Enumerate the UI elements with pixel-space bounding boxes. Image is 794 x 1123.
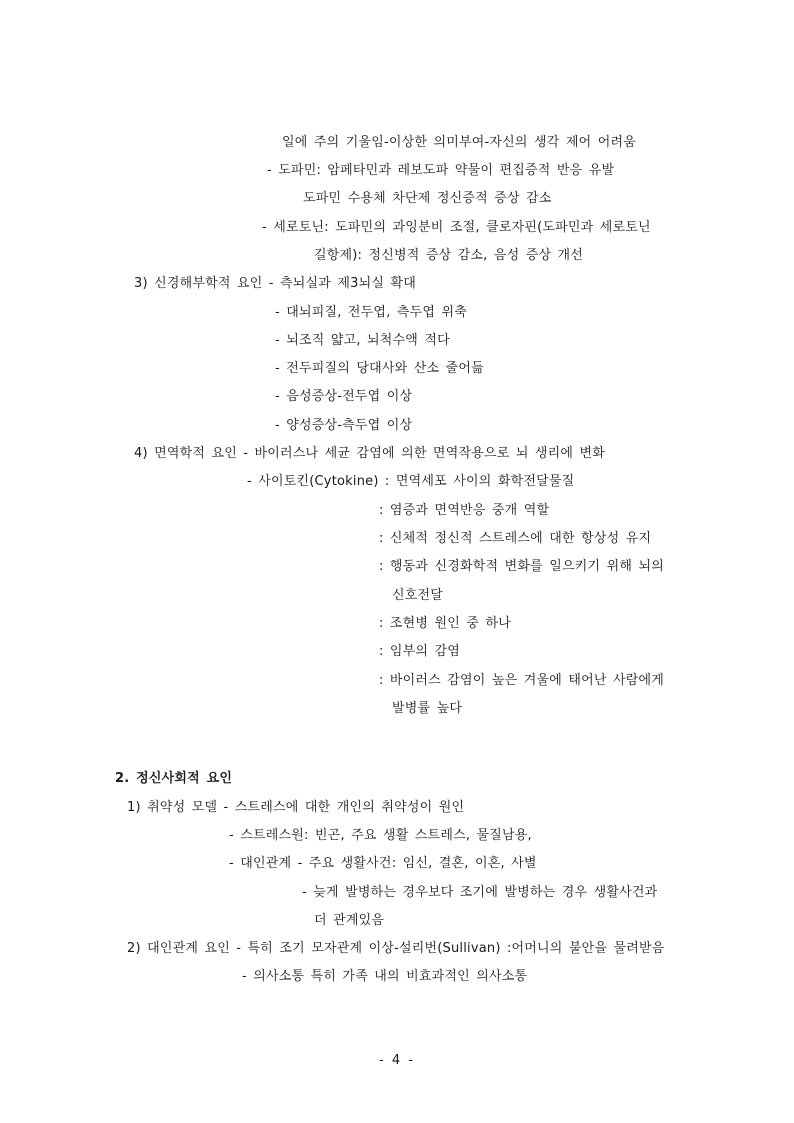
text-line: - 양성증상-측두엽 이상 [275,418,413,433]
text-line: 1) 취약성 모델 - 스트레스에 대한 개인의 취약성이 원인 [127,800,465,815]
text-line: 발병률 높다 [392,701,463,716]
text-line: : 염증과 면역반응 중개 역할 [379,503,550,518]
text-line: 2) 대인관계 요인 - 특히 조기 모자관계 이상-설리번(Sullivan) :어머니의 불안을 물려받음 [127,941,665,956]
text-line: - 늦게 발병하는 경우보다 조기에 발병하는 경우 생활사건과 [302,885,658,900]
text-line: - 세로토닌: 도파민의 과잉분비 조절, 클로자핀(도파민과 세로토닌 [262,220,651,235]
text-line: - 의사소통 특히 가족 내의 비효과적인 의사소통 [242,969,528,984]
text-line: - 스트레스원: 빈곤, 주요 생활 스트레스, 물질남용, [229,828,532,843]
text-line: 신호전달 [392,588,444,603]
text-line: - 음성증상-전두엽 이상 [275,389,413,404]
text-line: 일에 주의 기울임-이상한 의미부여-자신의 생각 제어 어려움 [282,135,636,150]
text-line: : 행동과 신경화학적 변화를 일으키기 위해 뇌의 [379,559,664,574]
text-line: 더 관계있음 [314,913,385,928]
page-number: - 4 - [379,1053,415,1068]
text-line: - 대인관계 - 주요 생활사건: 임신, 결혼, 이혼, 사별 [229,856,537,871]
text-line: - 뇌조직 얇고, 뇌척수액 적다 [275,333,450,348]
text-line: - 도파민: 암페타민과 레보도파 약물이 편집증적 반응 유발 [267,163,615,178]
text-line: - 전두피질의 당대사와 산소 줄어듦 [275,361,484,376]
text-line: - 대뇌피질, 전두엽, 측두엽 위축 [275,305,467,320]
text-line: : 신체적 정신적 스트레스에 대한 항상성 유지 [379,531,652,546]
text-line: : 조현병 원인 중 하나 [379,616,511,631]
text-line: : 임부의 감염 [379,644,461,659]
text-line: 도파민 수용체 차단제 정신증적 증상 감소 [303,191,552,206]
section-2-heading: 2. 정신사회적 요인 [115,771,233,786]
section-3-heading: 3) 신경해부학적 요인 - 측뇌실과 제3뇌실 확대 [134,276,416,291]
section-4-heading: 4) 면역학적 요인 - 바이러스나 세균 감염에 의한 면역작용으로 뇌 생리에 변화 [134,446,606,461]
text-line: : 바이러스 감염이 높은 겨울에 태어난 사람에게 [379,673,664,688]
text-line: 길항제): 정신병적 증상 감소, 음성 증상 개선 [314,248,584,263]
text-line: - 사이토킨(Cytokine) : 면역세포 사이의 화학전달물질 [247,474,575,489]
